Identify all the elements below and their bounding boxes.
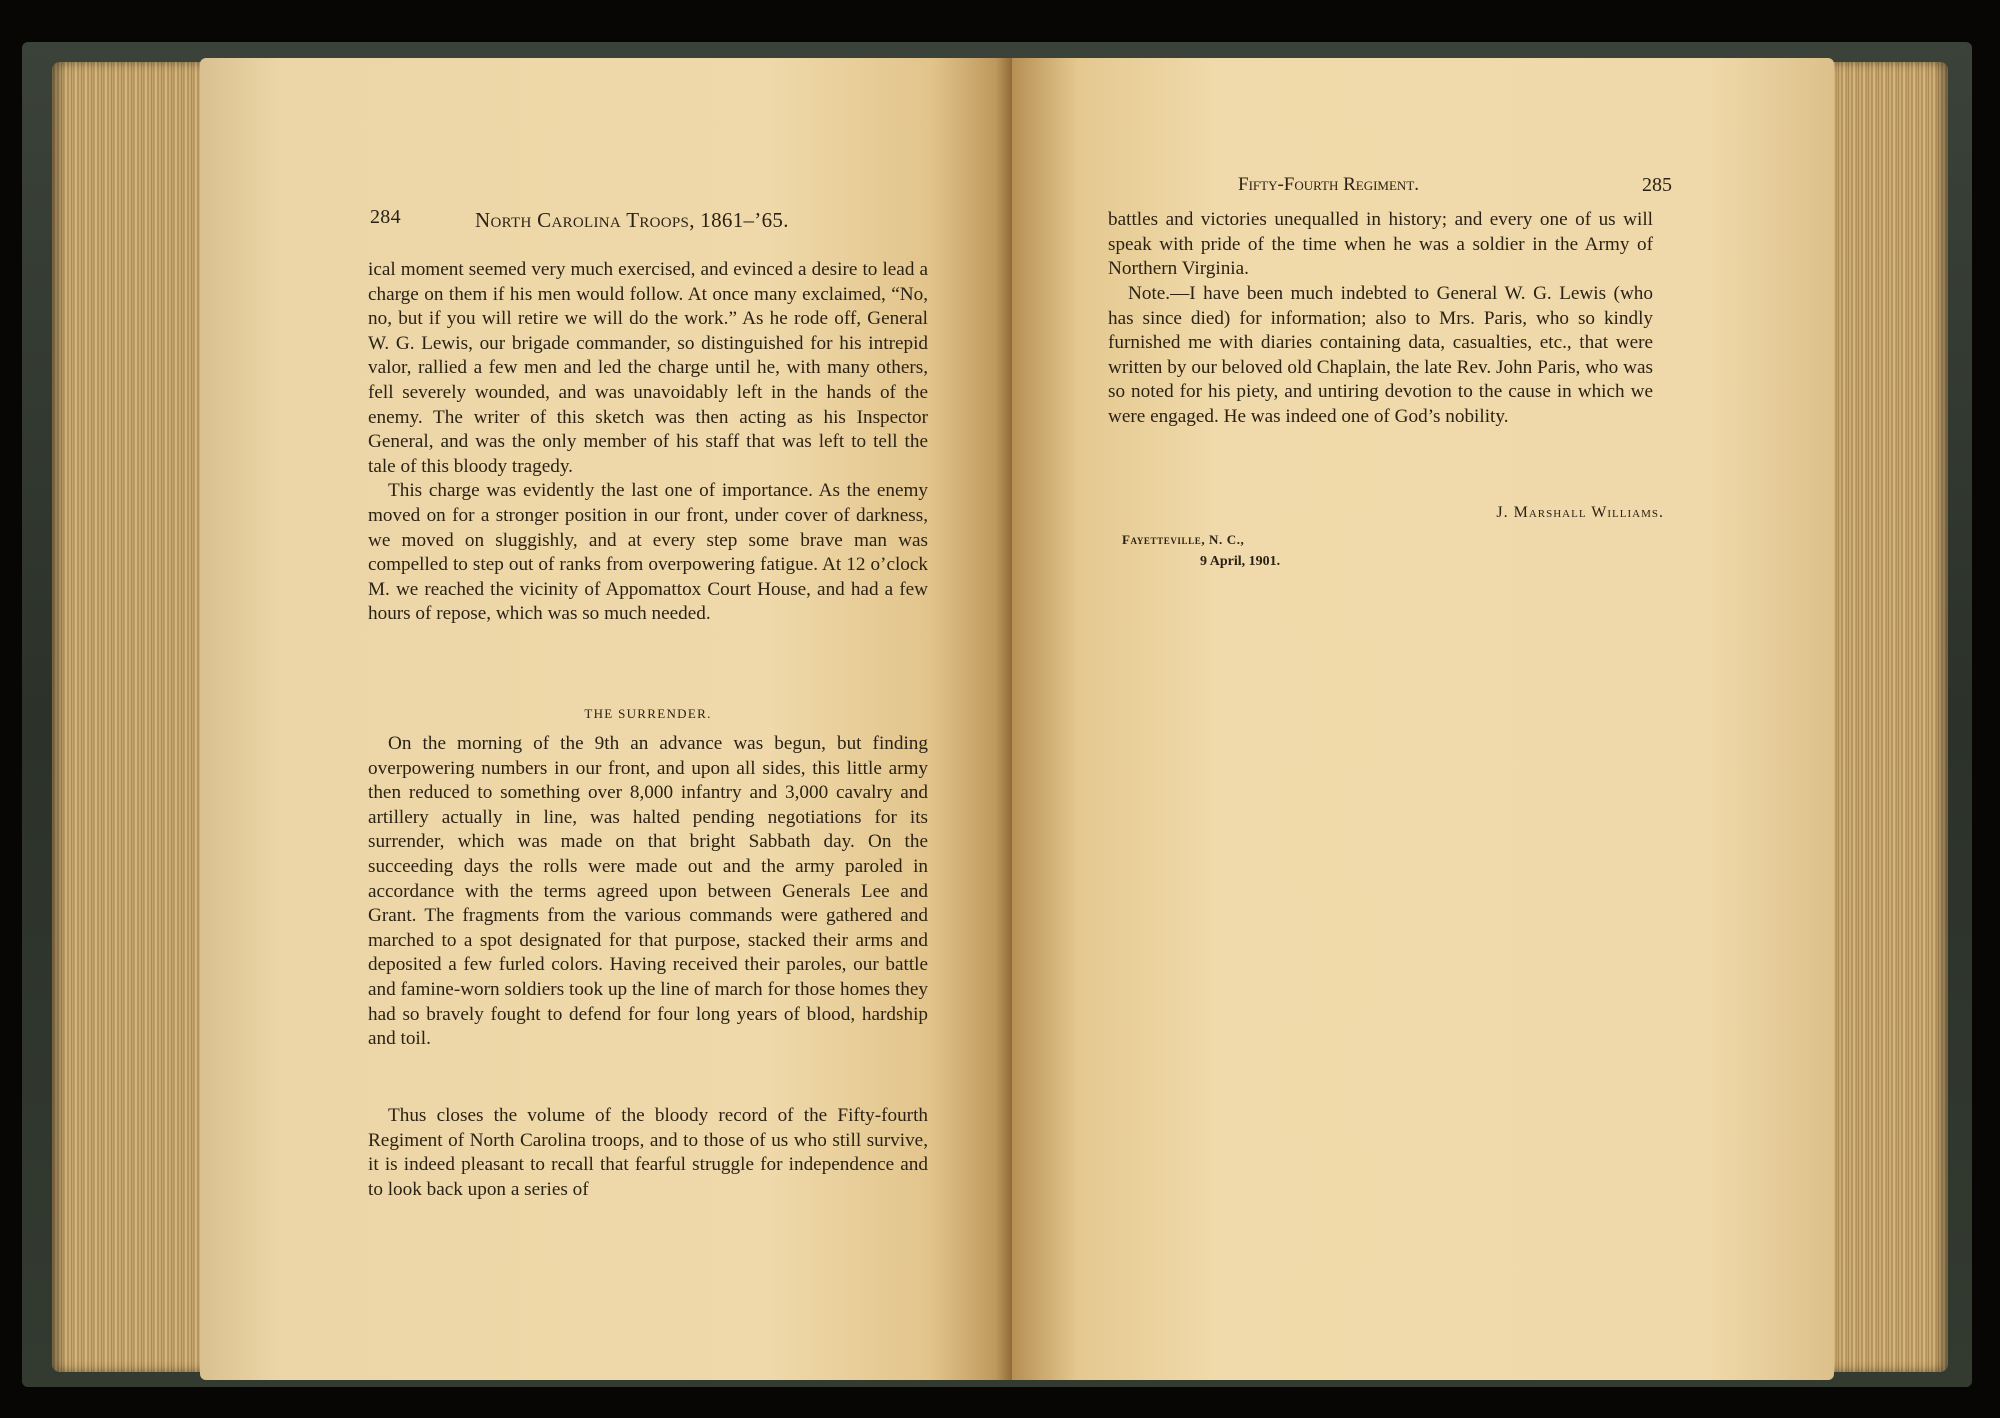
left-running-head [370,206,930,236]
paragraph: battles and victories unequalled in history; and every one of us will speak with pride of the time when he was a soldier in the Army of Northern Virginia. [1108,209,1653,280]
left-body-middle [368,732,928,1052]
right-page-number: 285 [1642,174,1672,196]
left-page-edges [52,62,210,1372]
dateline-date: 9 April, 1901. [1200,554,1281,569]
section-heading: THE SURRENDER. [584,706,712,721]
right-page [1012,58,1834,1380]
paragraph: ical moment seemed very much exercised, and evinced a desire to lead a charge on them if his men would follow. At once many exclaimed, “No, no, but if you will retire we will do the work.” As he rode off, General W. G. Lewis, our brigade commander, so distinguished for his intrepid valor, rallied a few men and led the charge until he, with many others, fell severely wounded, and was unavoidably left in the hands of the enemy. The writer of this sketch was then acting as his Inspector General, and was the only member of his staff that was left to tell the tale of this bloody tragedy. [368,259,928,477]
paragraph: On the morning of the 9th an advance was begun, but finding overpowering numbers in our front, and upon all sides, this little army then reduced to something over 8,000 infantry and 3,000 cavalry and artillery actually in line, was halted pending negotiations for its surrender, which was made on that bright Sabbath day. On the succeeding days the rolls were made out and the army paroled in accordance with the terms agreed upon between Generals Lee and Grant. The fragments from the various commands were gathered and marched to a spot designated for that purpose, stacked their arms and deposited a few furled colors. Having received their paroles, our battle and famine-worn soldiers took up the line of march for those homes they had so bravely fought to defend for four long years of blood, hardship and toil. [368,733,928,1050]
author-signature: J. Marshall Williams. [1496,504,1664,521]
dateline-place: Fayetteville, N. C., [1122,532,1245,547]
paragraph: This charge was evidently the last one of importance. As the enemy moved on for a stronger position in our front, under cover of darkness, we moved on sluggishly, and at every step some brave man was compelled to step out of ranks from overpowering fatigue. At 12 o’clock M. we reached the vicinity of Appomattox Court House, and had a few hours of repose, which was so much needed. [368,480,928,625]
paragraph: Thus closes the volume of the bloody record of the Fifty-fourth Regiment of North Carolina troops, and to those of us who still survive, it is indeed pleasant to recall that fearful struggle for independence and to look back upon a series of [368,1105,928,1200]
left-page [200,58,1012,1380]
right-running-head [1222,174,1672,204]
right-note [1108,282,1653,430]
left-body-bottom [368,1104,928,1202]
left-body-top [368,258,928,627]
right-body-top [1108,208,1653,282]
right-running-title: Fifty-Fourth Regiment. [1238,174,1420,195]
left-running-title: North Carolina Troops, 1861–’65. [475,208,789,232]
left-page-number: 284 [370,206,401,228]
note-paragraph: Note.—I have been much indebted to General W. G. Lewis (who has since died) for information; also to Mrs. Paris, who so kindly furnished me with diaries containing data, casualties, etc., that were written by our beloved old Chaplain, the late Rev. John Paris, who was so noted for his piety, and untiring devotion to the cause in which we were engaged. He was indeed one of God’s nobility. [1108,283,1653,427]
